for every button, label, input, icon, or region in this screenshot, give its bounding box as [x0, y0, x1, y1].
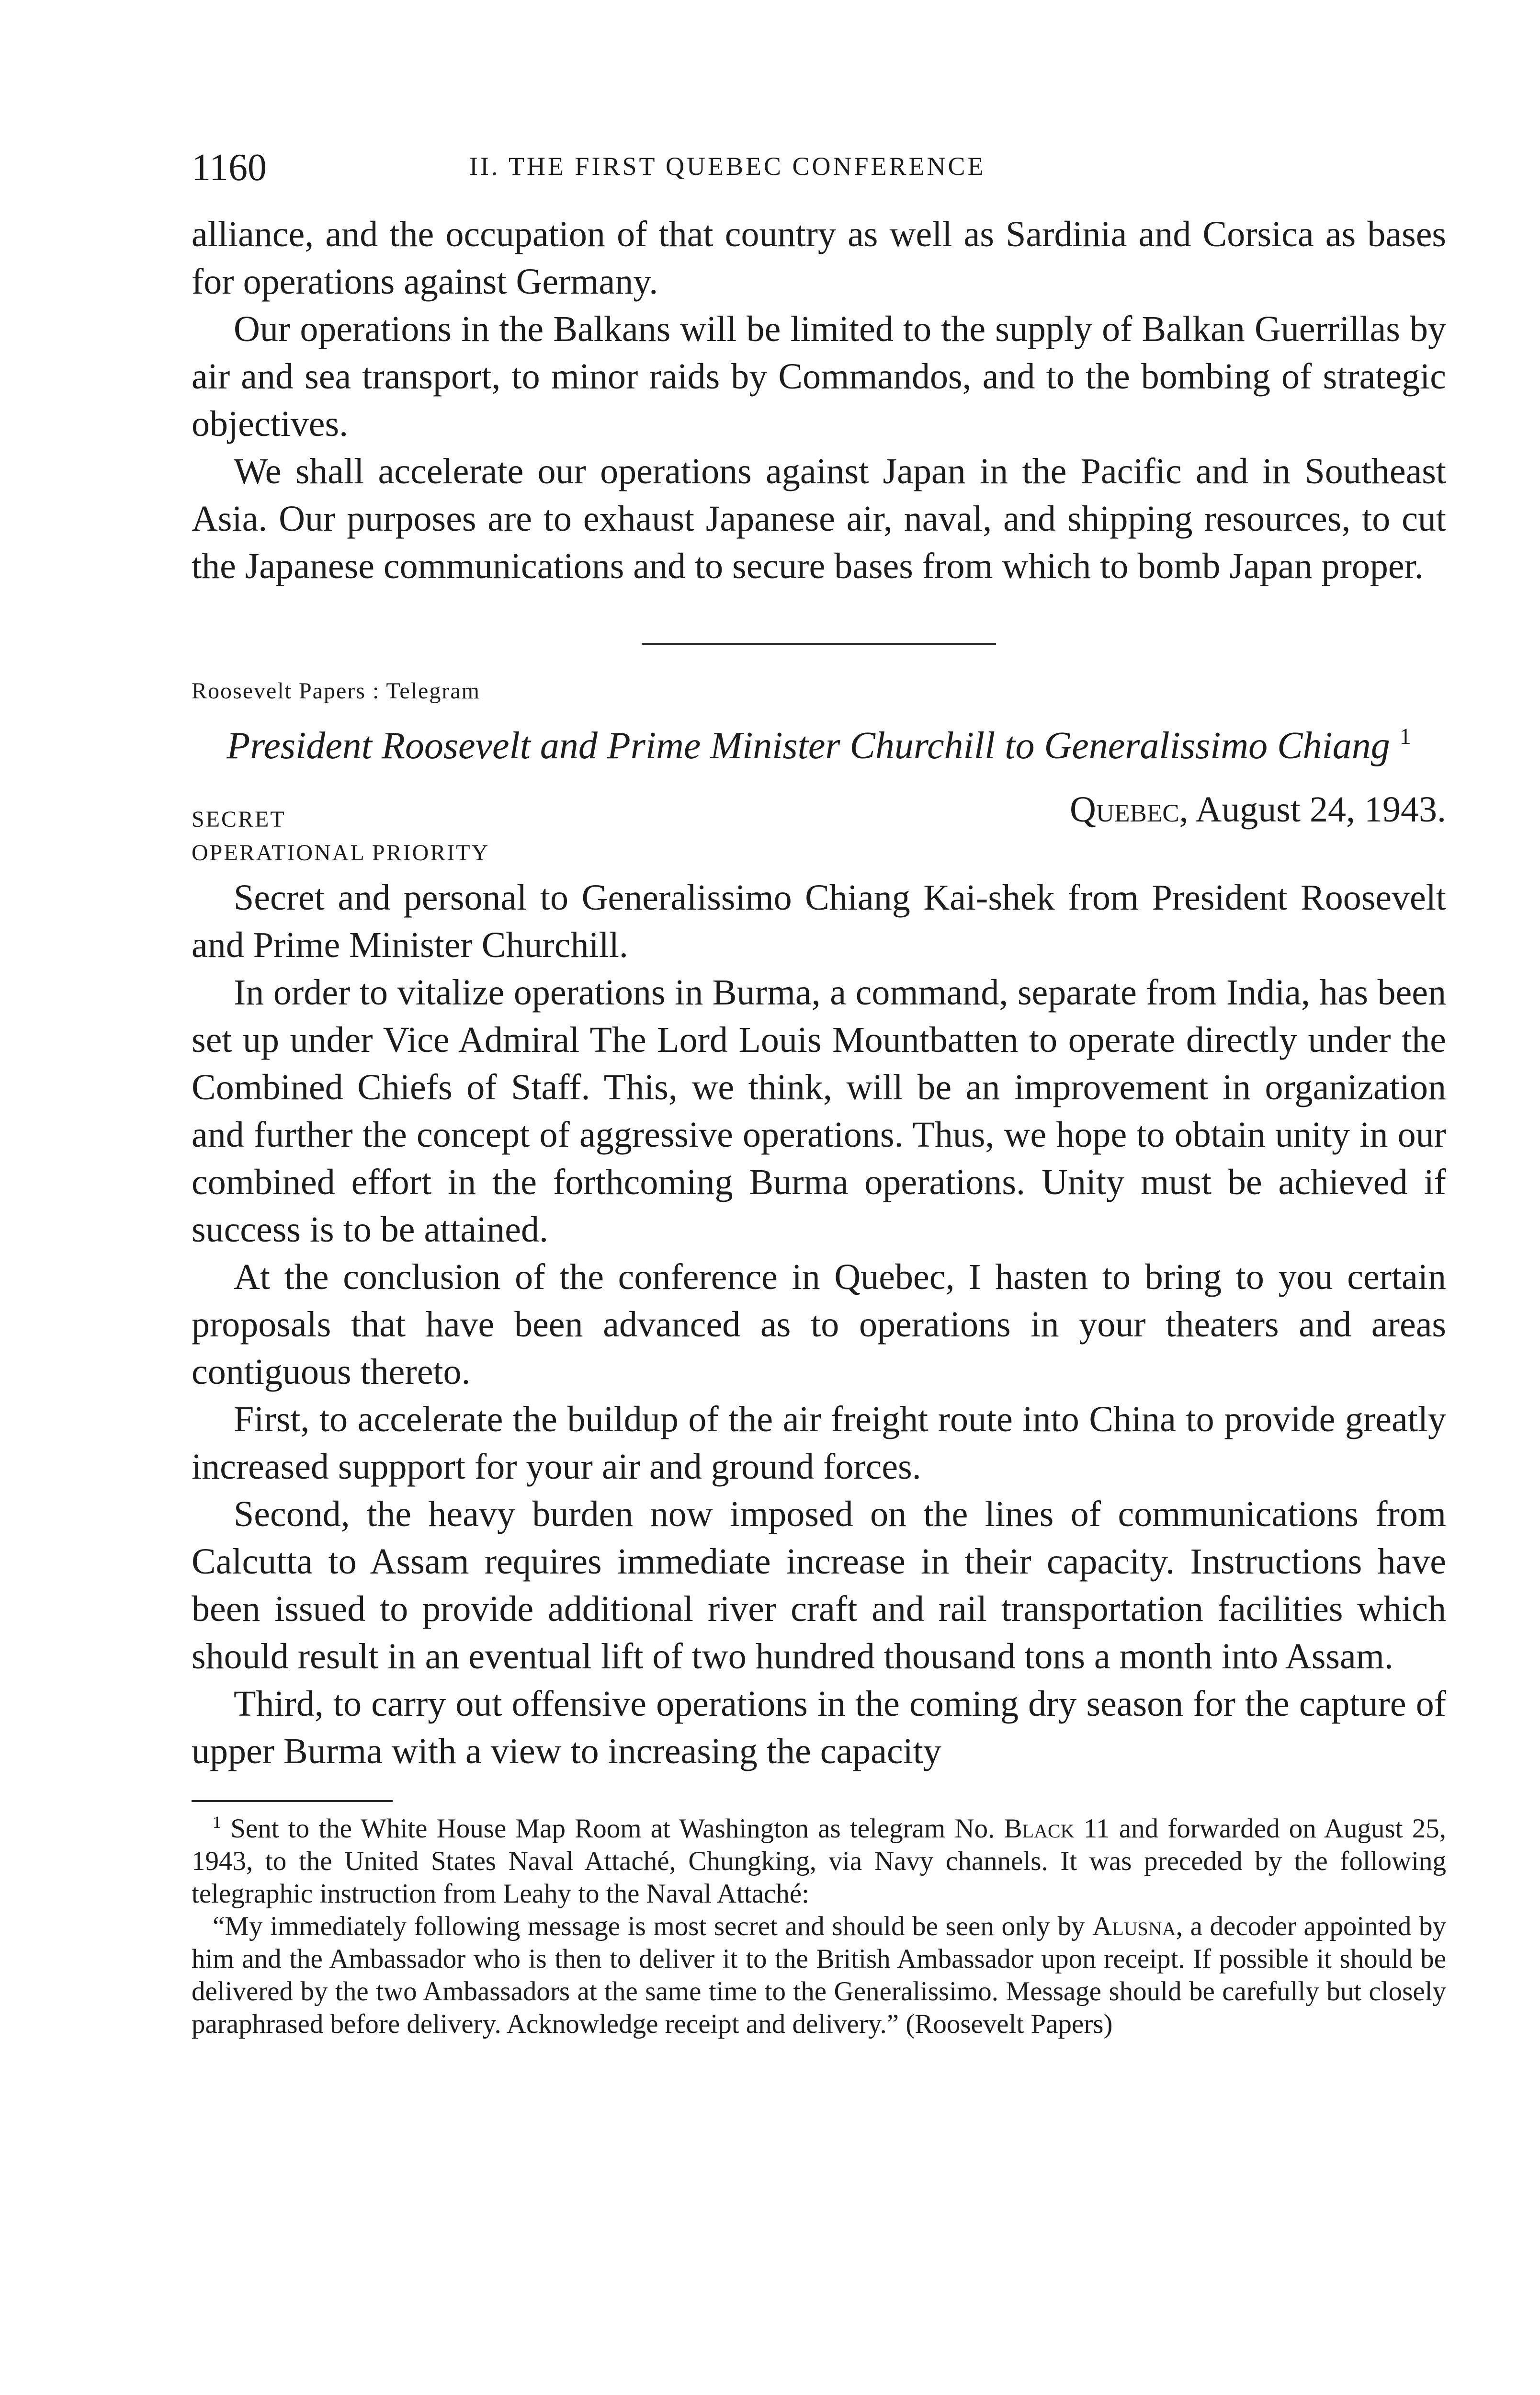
classification-label: SECRET [192, 807, 286, 832]
telegram-paragraph-5: Second, the heavy burden now imposed on the lines of communications from Calcutta to Assam requires immediate increase in their capacity. Instructions have been issued to provide additional river craft and rail transportation facilities which should result in an eventual lift of two hundred thousand tons a month into Assam. [192, 1494, 1446, 1676]
footnote-text-a: Sent to the White House Map Room at Washington as telegram No. [221, 1813, 1004, 1844]
footnote-quote-a: “My immediately following message is most secret and should be seen only by [213, 1911, 1093, 1941]
telegram-paragraph-6: Third, to carry out offensive operations in the coming dry season for the capture of upper Burma with a view to increasing the capacity [192, 1684, 1446, 1771]
dateline-date: , August 24, 1943. [1179, 789, 1446, 830]
document-meta [192, 789, 1446, 837]
telegram-paragraph-1: Secret and personal to Generalissimo Chiang Kai-shek from President Roosevelt and Prime Minister Churchill. [192, 878, 1446, 965]
dateline [1070, 789, 1446, 831]
footnote-text-b: 11 and forwarded on August 25, 1943, to the United States Naval Attaché, Chungking, via Navy channels. It was preceded by the following telegraphic instruction from Leahy to the Naval Attaché: [192, 1813, 1447, 1909]
document-title-text: President Roosevelt and Prime Minister Churchill to Generalissimo Chiang [226, 725, 1390, 767]
intro-paragraph-3: We shall accelerate our operations against Japan in the Pacific and in Southeast Asia. Our purposes are to exhaust Japanese air, naval, and shipping resources, to cut the Japanese communications and to secure bases from which to bomb Japan proper. [192, 451, 1446, 586]
intro-paragraph-1: alliance, and the occupation of that country as well as Sardinia and Corsica as bases for operations against Germany. [192, 214, 1446, 302]
page-number: 1160 [192, 147, 267, 189]
page-header [192, 139, 1446, 211]
title-footnote-mark: 1 [1399, 724, 1411, 749]
telegram-paragraph-2: In order to vitalize operations in Burma, a command, separate from India, has been set up under Vice Admiral The Lord Louis Mountbatten to operate directly under the Combined Chiefs of Staff. This, we think, will be an improvement in organization and further the concept of aggressive operations. Thus, we hope to obtain unity in our combined effort in the forthcoming Burma operations. Unity must be achieved if success is to be attained. [192, 972, 1446, 1250]
document-title [192, 722, 1446, 770]
footnote-decoder-code: Alusna [1092, 1911, 1176, 1941]
running-head: II. THE FIRST QUEBEC CONFERENCE [469, 152, 986, 181]
priority-label: OPERATIONAL PRIORITY [192, 840, 490, 866]
document-source: Roosevelt Papers : Telegram [192, 678, 480, 704]
telegram-paragraph-4: First, to accelerate the buildup of the air freight route into China to provide greatly increased suppport for your air and ground forces. [192, 1399, 1446, 1487]
footnote-paragraph-1 [192, 1813, 1446, 1910]
section-divider [642, 643, 996, 645]
footnote-quote-b: , a decoder appointed by him and the Ambassador who is then to deliver it to the British Ambassador upon receipt. If possible it should be delivered by the two Ambassadors at the same time to the Generalissimo. Message should be carefully but closely paraphrased before delivery. Acknowledge receipt and delivery.” (Roosevelt Papers) [192, 1911, 1446, 2039]
footnote-mark: 1 [213, 1813, 221, 1832]
footnote-telegram-code: Black [1004, 1813, 1075, 1844]
dateline-place: Quebec [1069, 789, 1179, 830]
page [192, 139, 1446, 2041]
telegram-paragraph-3: At the conclusion of the conference in Quebec, I hasten to bring to you certain proposals that have been advanced as to operations in your theaters and areas contiguous thereto. [192, 1257, 1446, 1392]
footnote-paragraph-2 [192, 1910, 1446, 2041]
intro-paragraph-2: Our operations in the Balkans will be limited to the supply of Balkan Guerrillas by air and sea transport, to minor raids by Commandos, and to the bombing of strategic objectives. [192, 309, 1446, 444]
footnote-rule [192, 1800, 393, 1802]
